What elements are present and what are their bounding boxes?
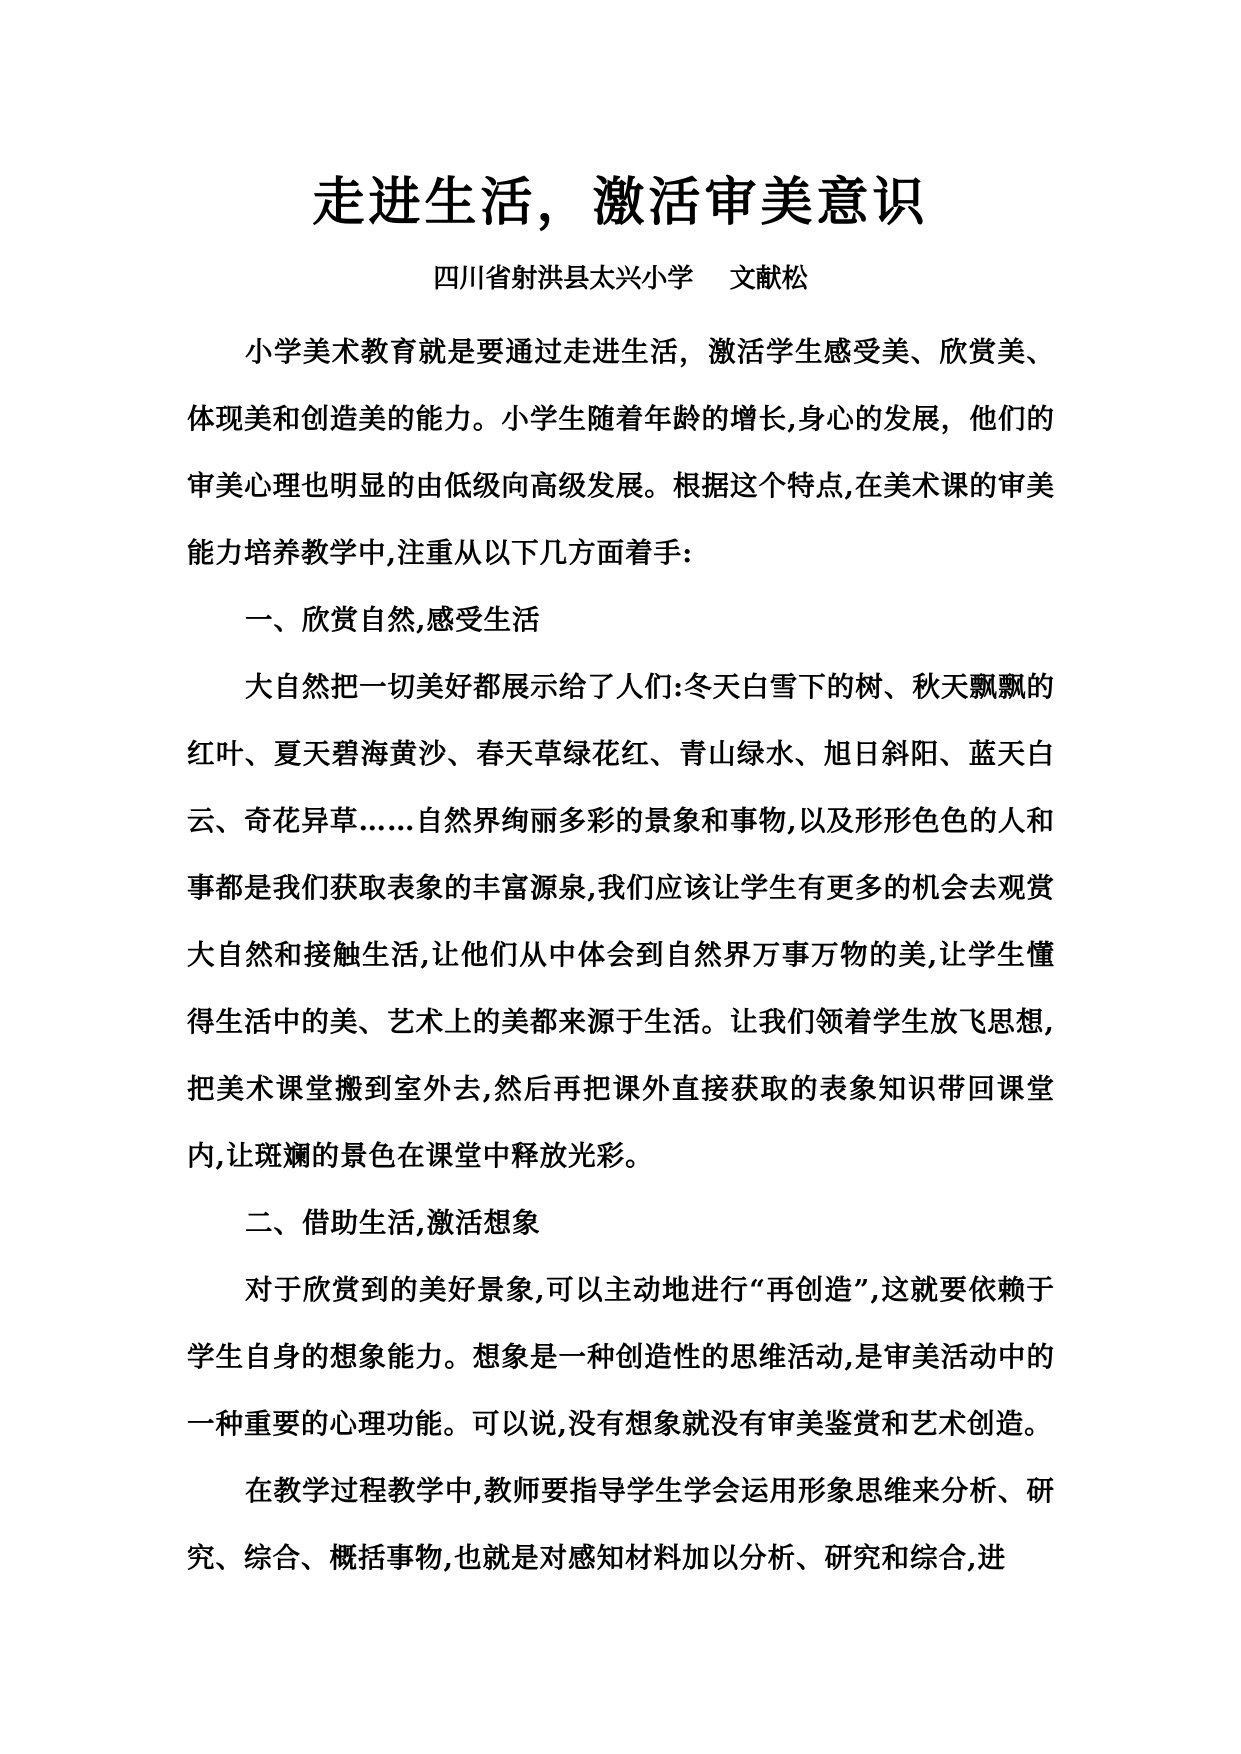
- author-byline: 四川省射洪县太兴小学 文献松: [433, 264, 808, 294]
- intro-paragraph: 小学美术教育就是要通过走进生活，激活学生感受美、欣赏美、体现美和创造美的能力。小学生随着年龄的增长,身心的发展，他们的审美心理也明显的由低级向高级发展。根据这个特点,在美术课的审美能力培养教学中,注重从以下几方面着手:: [187, 336, 1055, 569]
- page-title: 走进生活，激活审美意识: [312, 172, 929, 233]
- article-body: [187, 319, 1055, 1592]
- section-heading-2: 二、借助生活,激活想象: [245, 1207, 541, 1239]
- section-2-paragraph-2: 在教学过程教学中,教师要指导学生学会运用形象思维来分析、研究、综合、概括事物,也就是对感知材料加以分析、研究和综合,进: [187, 1475, 1055, 1574]
- section-2-paragraph-1: 对于欣赏到的美好景象,可以主动地进行“再创造”,这就要依赖于学生自身的想象能力。想象是一种创造性的思维活动,是审美活动中的一种重要的心理功能。可以说,没有想象就没有审美鉴赏和艺术创造。: [187, 1274, 1055, 1440]
- section-1-paragraph: 大自然把一切美好都展示给了人们:冬天白雪下的树、秋天飘飘的红叶、夏天碧海黄沙、春天草绿花红、青山绿水、旭日斜阳、蓝天白云、奇花异草……自然界绚丽多彩的景象和事物,以及形形色色的人和事都是我们获取表象的丰富源泉,我们应该让学生有更多的机会去观赏大自然和接触生活,让他们从中体会到自然界万事万物的美,让学生懂得生活中的美、艺术上的美都来源于生活。让我们领着学生放飞思想,把美术课堂搬到室外去,然后再把课外直接获取的表象知识带回课堂内,让斑斓的景色在课堂中释放光彩。: [187, 671, 1055, 1172]
- section-heading-1: 一、欣赏自然,感受生活: [245, 604, 541, 636]
